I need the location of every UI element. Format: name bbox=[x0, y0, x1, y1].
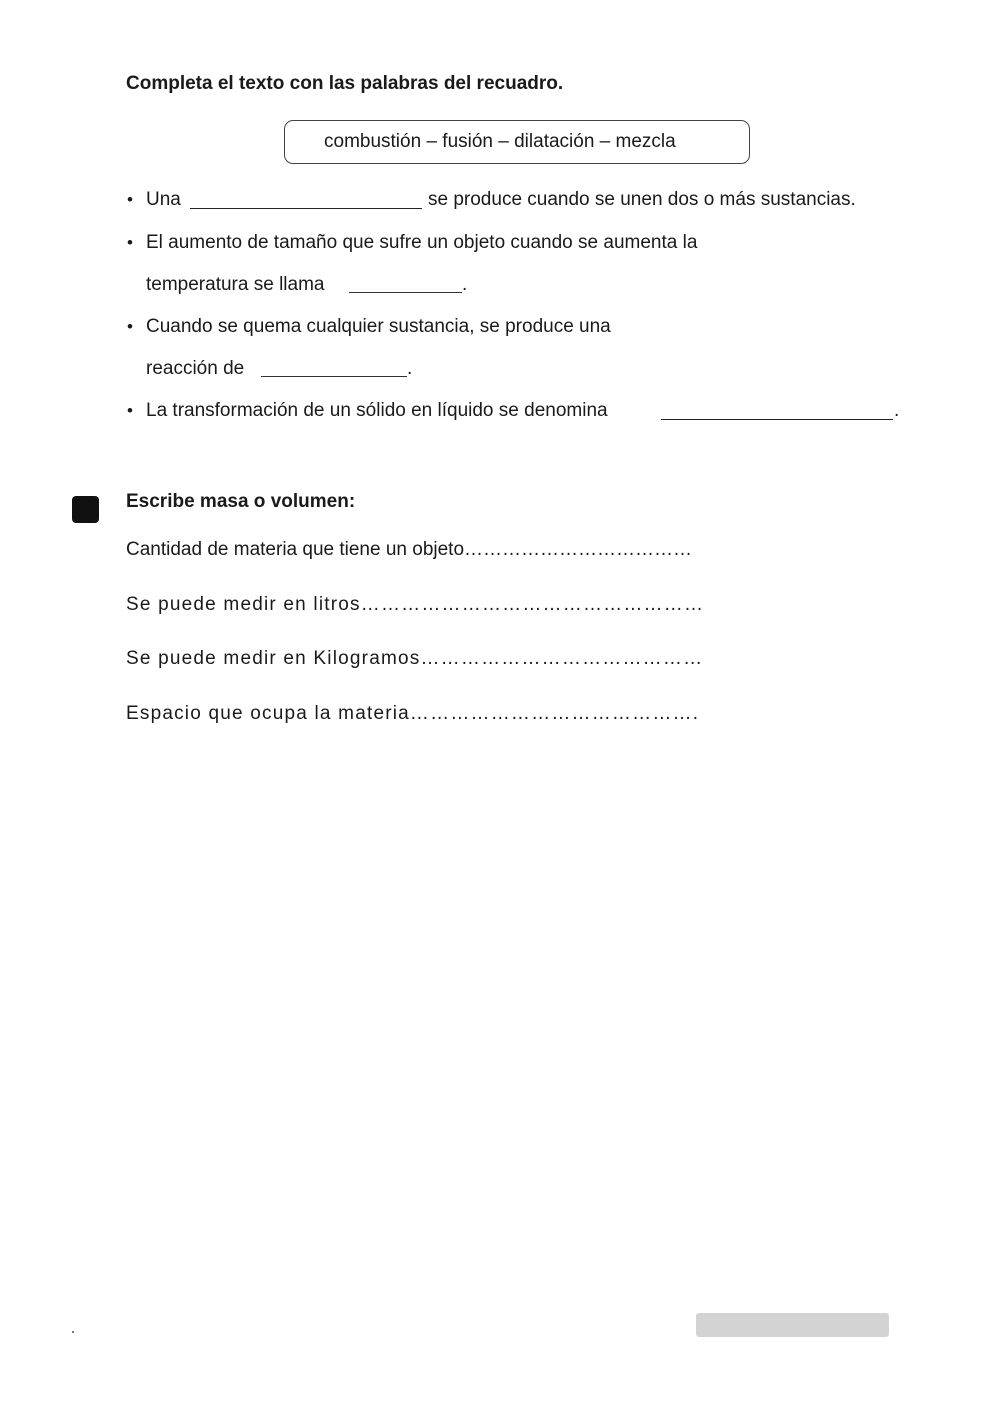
item-2-line-2-before: temperatura se llama bbox=[146, 274, 325, 295]
item-3-line-2-after: . bbox=[407, 358, 413, 379]
footer-gray-bar bbox=[696, 1313, 889, 1337]
answer-line-2[interactable]: Se puede medir en litros…………………………………………… bbox=[126, 594, 705, 615]
bullet-2: • bbox=[127, 233, 133, 252]
section-2-title: Escribe masa o volumen: bbox=[126, 491, 356, 512]
item-3-line-2-before: reacción de bbox=[146, 358, 245, 379]
item-2-line-2-after: . bbox=[462, 274, 468, 295]
item-3-line-1: Cuando se quema cualquier sustancia, se produce una bbox=[146, 316, 611, 337]
item-1-text-after: se produce cuando se unen dos o más sustancias. bbox=[428, 189, 856, 210]
bullet-4: • bbox=[127, 401, 133, 420]
blank-1[interactable] bbox=[190, 208, 422, 209]
answer-line-3[interactable]: Se puede medir en Kilogramos…………………………………… bbox=[126, 648, 704, 669]
word-box bbox=[284, 120, 750, 164]
item-1-text-before: Una bbox=[146, 189, 181, 210]
answer-line-1[interactable]: Cantidad de materia que tiene un objeto……………………………… bbox=[126, 539, 693, 560]
blank-4[interactable] bbox=[661, 419, 893, 420]
word-box-text: combustión – fusión – dilatación – mezcla bbox=[324, 131, 676, 152]
item-4-text-after: . bbox=[894, 400, 900, 421]
section-1-title: Completa el texto con las palabras del recuadro. bbox=[126, 73, 564, 94]
item-2-line-1: El aumento de tamaño que sufre un objeto cuando se aumenta la bbox=[146, 232, 698, 253]
footer-dot bbox=[72, 1331, 74, 1333]
answer-line-4[interactable]: Espacio que ocupa la materia……………………………………. bbox=[126, 703, 700, 724]
item-4-text-before: La transformación de un sólido en líquido se denomina bbox=[146, 400, 608, 421]
blank-3[interactable] bbox=[261, 376, 407, 377]
blank-2[interactable] bbox=[349, 292, 462, 293]
section-2-marker-icon bbox=[72, 496, 99, 523]
bullet-3: • bbox=[127, 317, 133, 336]
bullet-1: • bbox=[127, 190, 133, 209]
